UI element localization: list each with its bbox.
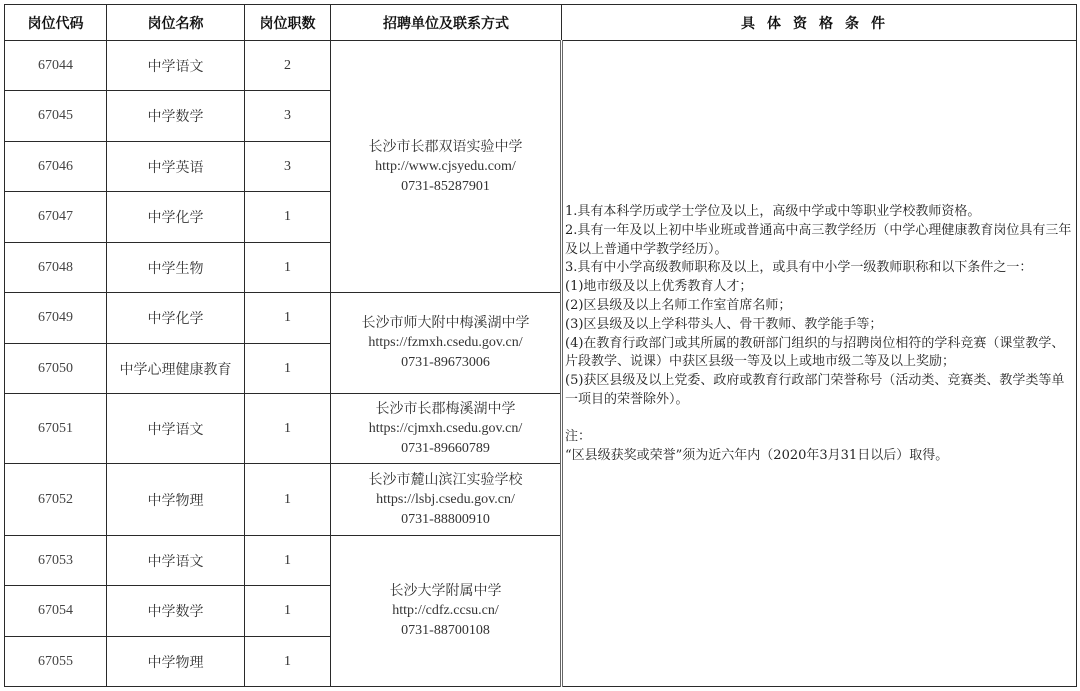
header-unit: 招聘单位及联系方式 <box>331 5 562 41</box>
unit-name: 长沙市长郡双语实验中学 <box>368 138 523 155</box>
position-code: 67049 <box>5 293 107 344</box>
requirement-item: (4)在教育行政部门或其所属的教研部门组织的与招聘岗位相符的学科竞赛（课堂教学、片段教学、说课）中获区县级一等及以上或地市级二等及以上奖励； <box>565 335 1065 370</box>
position-name: 中学化学 <box>107 192 245 243</box>
position-name: 中学生物 <box>107 243 245 293</box>
table-row <box>5 41 1077 91</box>
position-count: 1 <box>245 243 331 293</box>
position-name: 中学物理 <box>107 464 245 536</box>
position-code: 67047 <box>5 192 107 243</box>
position-code: 67050 <box>5 344 107 394</box>
unit-phone: 0731-89660789 <box>401 440 490 456</box>
header-name: 岗位名称 <box>107 5 245 41</box>
position-count: 1 <box>245 293 331 344</box>
position-name: 中学数学 <box>107 91 245 142</box>
position-code: 67052 <box>5 464 107 536</box>
position-code: 67044 <box>5 41 107 91</box>
unit-phone: 0731-88800910 <box>401 511 490 527</box>
position-count: 3 <box>245 91 331 142</box>
unit-url[interactable]: http://www.cjsyedu.com/ <box>375 158 516 174</box>
unit-phone: 0731-88700108 <box>401 623 490 638</box>
header-row <box>5 5 1077 41</box>
position-name: 中学语文 <box>107 41 245 91</box>
position-code: 67055 <box>5 637 107 687</box>
unit-phone: 0731-89673006 <box>401 355 490 370</box>
position-count: 1 <box>245 464 331 536</box>
recruitment-table <box>4 4 1077 687</box>
position-count: 1 <box>245 192 331 243</box>
unit-name: 长沙市长郡梅溪湖中学 <box>375 400 516 417</box>
header-count: 岗位职数 <box>245 5 331 41</box>
unit-cell <box>331 394 562 464</box>
unit-url[interactable]: https://fzmxh.csedu.gov.cn/ <box>368 335 523 350</box>
position-count: 1 <box>245 637 331 687</box>
unit-name: 长沙大学附属中学 <box>389 583 502 599</box>
unit-url[interactable]: https://lsbj.csedu.gov.cn/ <box>376 491 515 507</box>
position-count: 3 <box>245 142 331 192</box>
position-name: 中学语文 <box>107 536 245 586</box>
position-name: 中学英语 <box>107 142 245 192</box>
position-code: 67045 <box>5 91 107 142</box>
requirement-item: 1.具有本科学历或学士学位及以上，高级中学或中等职业学校教师资格。 <box>565 204 981 219</box>
unit-url[interactable]: http://cdfz.ccsu.cn/ <box>392 603 499 618</box>
requirement-item: (2)区县级及以上名师工作室首席名师； <box>565 297 792 313</box>
unit-cell <box>331 41 562 293</box>
unit-name: 长沙市麓山滨江实验学校 <box>368 471 523 488</box>
position-name: 中学物理 <box>107 637 245 687</box>
unit-cell <box>331 293 562 394</box>
position-name: 中学数学 <box>107 586 245 637</box>
unit-cell <box>331 464 562 536</box>
header-requirements: 具体资格条件 <box>562 5 1077 41</box>
position-code: 67053 <box>5 536 107 586</box>
position-code: 67051 <box>5 394 107 464</box>
position-count: 1 <box>245 394 331 464</box>
position-count: 1 <box>245 586 331 637</box>
requirements-cell <box>562 41 1077 687</box>
position-name: 中学化学 <box>107 293 245 344</box>
position-code: 67048 <box>5 243 107 293</box>
position-count: 1 <box>245 344 331 394</box>
position-count: 2 <box>245 41 331 91</box>
unit-name: 长沙市师大附中梅溪湖中学 <box>361 315 530 331</box>
position-name: 中学语文 <box>107 394 245 464</box>
note-text: “区县级获奖或荣誉”须为近六年内（2020年3月31日以后）取得。 <box>565 447 949 463</box>
position-count: 1 <box>245 536 331 586</box>
requirement-item: (1)地市级及以上优秀教育人才； <box>565 279 753 295</box>
requirement-item: (5)获区县级及以上党委、政府或教育行政部门荣誉称号（活动类、竞赛类、教学类等单一项目的荣誉除外）。 <box>565 373 1065 407</box>
header-code: 岗位代码 <box>5 5 107 41</box>
position-code: 67046 <box>5 142 107 192</box>
requirement-item: 3.具有中小学高级教师职称及以上，或具有中小学一级教师职称和以下条件之一： <box>565 260 1033 276</box>
position-code: 67054 <box>5 586 107 637</box>
requirement-item: (3)区县级及以上学科带头人、骨干教师、教学能手等； <box>565 316 883 332</box>
position-name: 中学心理健康教育 <box>107 344 245 394</box>
note-label: 注： <box>565 428 592 444</box>
unit-cell <box>331 536 562 687</box>
unit-phone: 0731-85287901 <box>401 178 490 194</box>
unit-url[interactable]: https://cjmxh.csedu.gov.cn/ <box>368 420 523 436</box>
requirement-item: 2.具有一年及以上初中毕业班或普通高中高三教学经历（中学心理健康教育岗位具有三年及以上普通中学教学经历）。 <box>565 222 1072 257</box>
